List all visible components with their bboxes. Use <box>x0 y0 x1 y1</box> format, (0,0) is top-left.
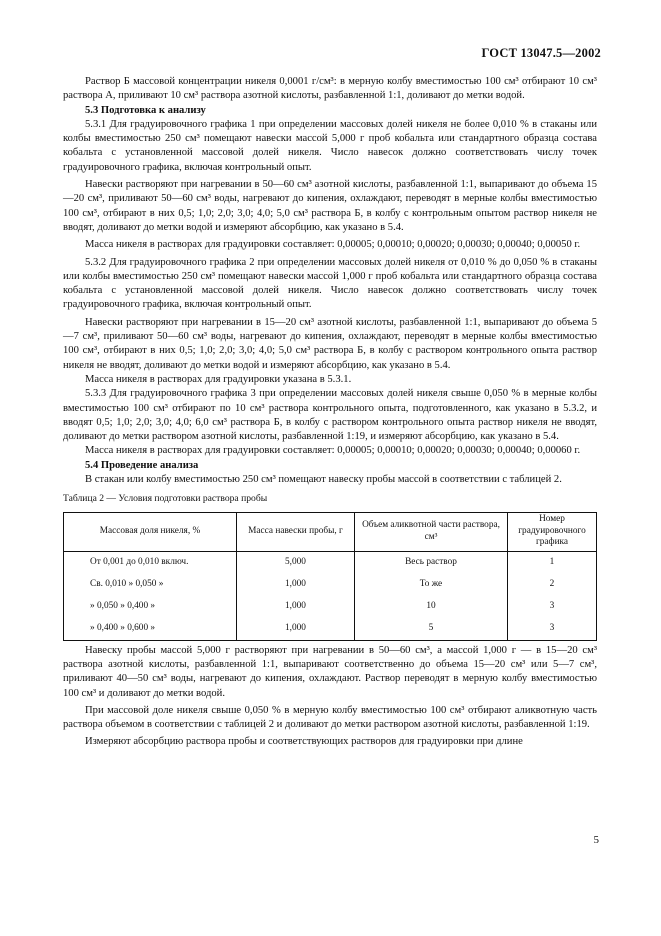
paragraph-measure: Измеряют абсорбцию раствора пробы и соответствующих растворов для градуировки при длине <box>85 736 523 748</box>
table-cell: 1,000 <box>237 618 355 641</box>
table-cell: 1,000 <box>237 574 355 596</box>
paragraph-dissolve-sample: Навеску пробы массой 5,000 г растворяют при нагревании в 50—60 см³, а массой 1,000 г — в 15—20 см³ раствора азотной кислоты, разбавленной 1:1, выпаривают соответственно до объема 15—20 см³ или 5—7 см³, приливают 40—50 см³ воды, нагревают до кипения, охлаждают. Раствор переводят в мерную колбу вместимостью 100 см³ и доливают до метки водой. <box>63 644 597 699</box>
paragraph-5-3-2-dissolve: Навески растворяют при нагревании в 15—20 см³ азотной кислоты, разбавленной 1:1, выпаривают до объема 5—7 см³, приливают 50—60 см³ воды, нагревают до кипения, охлаждают, переводят в мерные колбы вместимостью 100 см³, отбирают в них 0,5; 1,0; 2,0; 3,0; 4,0; 5,0 см³ раствора Б, в колбу с раствором контрольного опыта раствор никеля не вводят, доливают до метки водой и измеряют абсорбцию, как указано в 5.4. <box>63 316 597 371</box>
paragraph-5-3-2-mass: Масса никеля в растворах для градуировки указана в 5.3.1. <box>85 373 352 385</box>
document-code-header: ГОСТ 13047.5—2002 <box>481 46 601 60</box>
table-row <box>64 618 597 641</box>
paragraph-aliquot: При массовой доле никеля свыше 0,050 % в мерную колбу вместимостью 100 см³ отбирают аликвотную часть раствора объемом в соответствии с таблицей 2 и доливают до метки раствором азотной кислоты, разбавленной 1:19. <box>63 704 597 731</box>
table-header-graph-number: Номер градуировочного графика <box>508 512 597 551</box>
page-content <box>63 75 597 750</box>
table-cell: Св. 0,010 » 0,050 » <box>64 574 237 596</box>
table-row <box>64 574 597 596</box>
table-cell: 10 <box>355 596 508 618</box>
table-cell: » 0,050 » 0,400 » <box>64 596 237 618</box>
paragraph-5-3-1-mass: Масса никеля в растворах для градуировки составляет: 0,00005; 0,00010; 0,00020; 0,00030; 0,00040; 0,00050 г. <box>85 239 581 251</box>
paragraph-5-4-intro: В стакан или колбу вместимостью 250 см³ помещают навеску пробы массой в соответствии с таблицей 2. <box>85 474 562 486</box>
table-caption: Таблица 2 — Условия подготовки раствора пробы <box>63 493 268 505</box>
paragraph-5-3-2: 5.3.2 Для градуировочного графика 2 при определении массовых долей никеля от 0,010 % до 0,050 % в стаканы или колбы вместимостью 250 см³ помещают навески массой 1,000 г проб кобальта или стандартного образца состава кобальта с установленной массовой долей никеля. Число навесок должно соответствовать числу точек градуировочного графика, включая контрольный опыт. <box>63 256 597 311</box>
paragraph-5-3-3: 5.3.3 Для градуировочного графика 3 при определении массовых долей никеля свыше 0,050 % в мерные колбы вместимостью 100 см³ отбирают по 10 см³ раствора контрольного опыта, подготовленного, как указано в 5.3.2, и вводят 0,5; 1,0; 2,0; 3,0; 4,0; 6,0 см³ раствора Б, в колбу с раствором контрольного опыта раствор никеля не вводят, доливают до метки раствором азотной кислоты, разбавленной 1:19, и измеряют абсорбцию, как указано в 5.4. <box>63 388 597 443</box>
conditions-table <box>63 512 597 641</box>
table-cell: То же <box>355 574 508 596</box>
table-cell: 5 <box>355 618 508 641</box>
paragraph-5-3-1-dissolve: Навески растворяют при нагревании в 50—60 см³ азотной кислоты, разбавленной 1:1, выпаривают до объема 15—20 см³, приливают 50—60 см³ воды, нагревают до кипения, охлаждают, переводят в мерные колбы вместимостью 100 см³, отбирают в них 0,5; 1,0; 2,0; 3,0; 4,0; 5,0 см³ раствора Б, в колбу с контрольным опытом раствор никеля не вводят, доливают до метки водой и измеряют абсорбцию, как указано в 5.4. <box>63 179 597 233</box>
table-cell: 5,000 <box>237 551 355 574</box>
table-header-aliquot-volume: Объем аликвотной части раствора, см³ <box>355 512 508 551</box>
table-header-sample-mass: Масса навески пробы, г <box>237 512 355 551</box>
section-heading-5-4: 5.4 Проведение анализа <box>85 459 199 471</box>
table-row <box>64 596 597 618</box>
table-cell: » 0,400 » 0,600 » <box>64 618 237 641</box>
paragraph-5-3-3-mass: Масса никеля в растворах для градуировки составляет: 0,00005; 0,00010; 0,00020; 0,00030; 0,00040; 0,00060 г. <box>85 445 581 457</box>
section-heading-5-3: 5.3 Подготовка к анализу <box>85 104 206 116</box>
table-cell: 1 <box>508 551 597 574</box>
table-cell: Весь раствор <box>355 551 508 574</box>
table-header-nickel-fraction: Массовая доля никеля, % <box>64 512 237 551</box>
table-cell: От 0,001 до 0,010 включ. <box>64 551 237 574</box>
table-cell: 2 <box>508 574 597 596</box>
paragraph-solution-b: Раствор Б массовой концентрации никеля 0,0001 г/см³: в мерную колбу вместимостью 100 см³ отбирают 10 см³ раствора А, приливают 10 см³ раствора азотной кислоты, разбавленной 1:1, доливают до метки водой. <box>63 76 597 102</box>
paragraph-5-3-1: 5.3.1 Для градуировочного графика 1 при определении массовых долей никеля не более 0,010 % в стаканы или колбы вместимостью 250 см³ помещают навески массой 5,000 г проб кобальта или стандартного образца состава кобальта с установленной массовой долей никеля. Число навесок должно соответствовать числу точек градуировочного графика, включая контрольный опыт. <box>63 118 597 173</box>
table-cell: 3 <box>508 618 597 641</box>
table-cell: 3 <box>508 596 597 618</box>
table-cell: 1,000 <box>237 596 355 618</box>
page-number: 5 <box>593 834 599 846</box>
table-header-row <box>64 512 597 551</box>
table-row <box>64 551 597 574</box>
